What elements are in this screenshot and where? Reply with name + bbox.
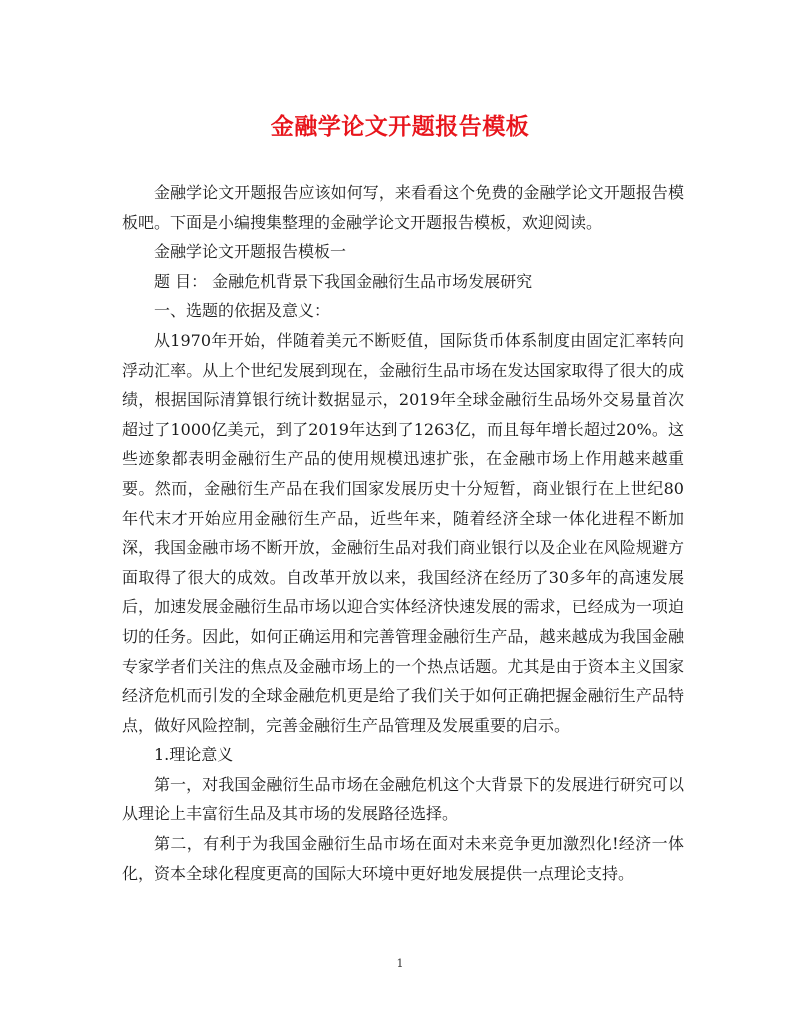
intro-paragraph: 金融学论文开题报告应该如何写，来看看这个免费的金融学论文开题报告模板吧。下面是小编搜集整理的金融学论文开题报告模板，欢迎阅读。 <box>122 183 684 232</box>
page-number: 1 <box>396 957 404 970</box>
background-paragraph: 从1970年开始，伴随着美元不断贬值，国际货币体系制度由固定汇率转向浮动汇率。从上个世纪发展到现在，金融衍生品市场在发达国家取得了很大的成绩，根据国际清算银行统计数据显示，2019年全球金融衍生品场外交易量首次超过了1000亿美元，到了2019年达到了1263亿，而且每年增长超过20%。这些迹象都表明金融衍生产品的使用规模迅速扩张，在金融市场上作用越来越重要。然而，金融衍生产品在我们国家发展历史十分短暂，商业银行在上世纪80年代末才开始应用金融衍生产品，近些年来，随着经济全球一体化进程不断加深，我国金融市场不断开放，金融衍生品对我们商业银行以及企业在风险规避方面取得了很大的成效。自改革开放以来，我国经济在经历了30多年的高速发展后，加速发展金融衍生品市场以迎合实体经济快速发展的需求，已经成为一项迫切的任务。因此，如何正确运用和完善管理金融衍生产品，越来越成为我国金融专家学者们关注的焦点及金融市场上的一个热点话题。尤其是由于资本主义国家经济危机而引发的全球金融危机更是给了我们关于如何正确把握金融衍生产品特点，做好风险控制，完善金融衍生产品管理及发展重要的启示。 <box>122 330 684 735</box>
significance-paragraph-2: 第二，有利于为我国金融衍生品市场在面对未来竞争更加激烈化!经济一体化，资本全球化程度更高的国际大环境中更好地发展提供一点理论支持。 <box>122 834 684 883</box>
document-title: 金融学论文开题报告模板 <box>270 113 530 140</box>
document-body <box>122 178 684 888</box>
significance-paragraph-1: 第一，对我国金融衍生品市场在金融危机这个大背景下的发展进行研究可以从理论上丰富衍生品及其市场的发展路径选择。 <box>122 774 684 824</box>
topic-line: 题 目： 金融危机背景下我国金融衍生品市场发展研究 <box>154 271 533 291</box>
section-heading: 一、选题的依据及意义： <box>154 301 331 321</box>
subsection-heading: 1.理论意义 <box>154 745 234 765</box>
template-heading: 金融学论文开题报告模板一 <box>154 242 347 262</box>
